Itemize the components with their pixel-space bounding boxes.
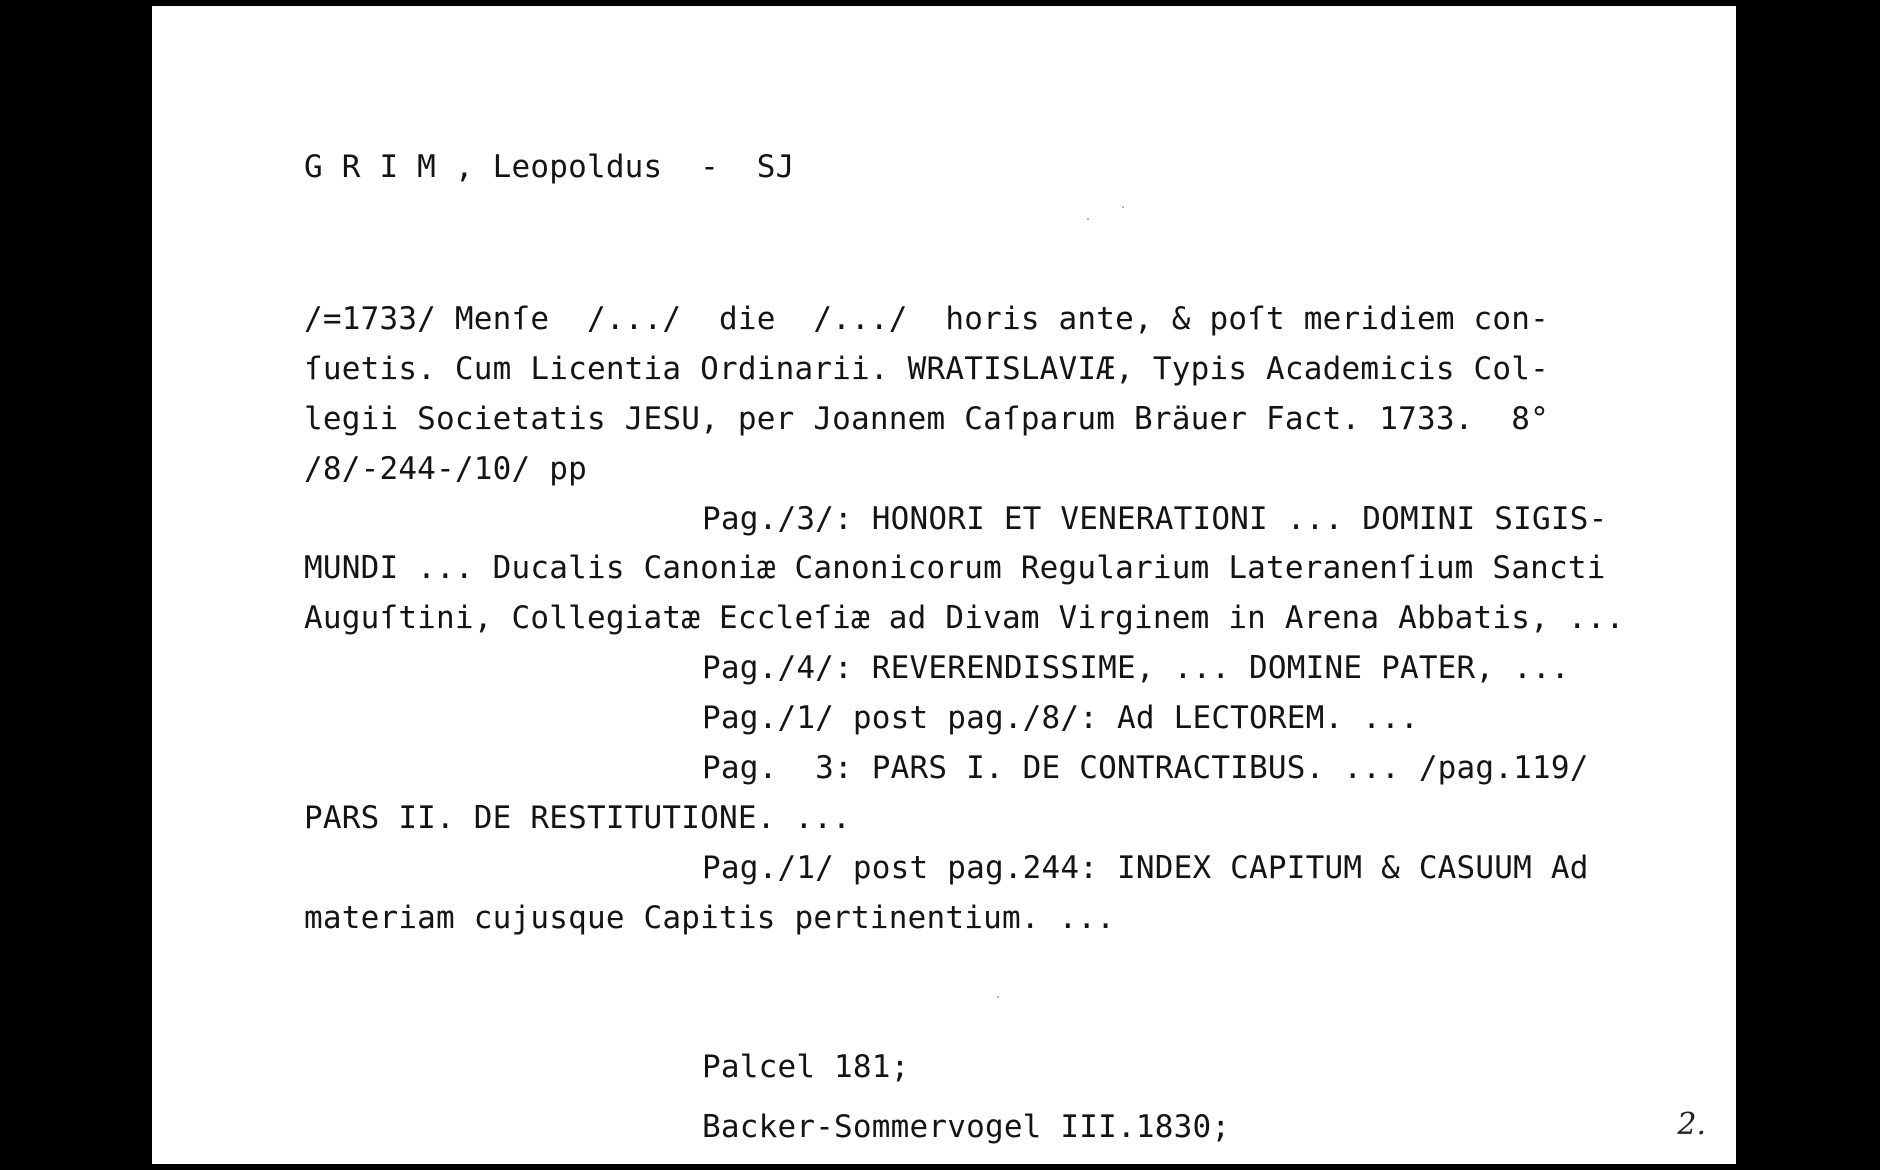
description-line-6: MUNDI ... Ducalis Canoniæ Canonicorum Regularium Lateranenſium Sancti	[304, 550, 1606, 586]
page-number: 2.	[1677, 1107, 1706, 1142]
description-line-13: materiam cujusque Capitis pertinentium. ...	[304, 900, 1116, 936]
reference-2: Backer-Sommervogel III.1830;	[702, 1109, 1231, 1145]
catalog-card	[152, 6, 1736, 1164]
description-line-1: /=1733/ Menſe /.../ die /.../ horis ante, & poſt meridiem con-	[304, 301, 1549, 337]
description-line-3: legii Societatis JESU, per Joannem Caſparum Bräuer Fact. 1733. 8°	[304, 401, 1549, 437]
description-line-10: Pag. 3: PARS I. DE CONTRACTIBUS. ... /pag.119/	[702, 750, 1589, 786]
scan-speck	[1122, 206, 1124, 208]
reference-1: Palcel 181;	[702, 1049, 910, 1085]
scan-speck	[997, 996, 999, 998]
description-line-4: /8/-244-/10/ pp	[304, 451, 587, 487]
description-line-8: Pag./4/: REVERENDISSIME, ... DOMINE PATER, ...	[702, 650, 1570, 686]
description-line-12: Pag./1/ post pag.244: INDEX CAPITUM & CASUUM Ad	[702, 850, 1589, 886]
description-line-7: Auguſtini, Collegiatæ Eccleſiæ ad Divam Virginem in Arena Abbatis, ...	[304, 600, 1625, 636]
description-line-11: PARS II. DE RESTITUTIONE. ...	[304, 800, 852, 836]
description-line-2: ſuetis. Cum Licentia Ordinarii. WRATISLAVIÆ, Typis Academicis Col-	[304, 351, 1549, 387]
scan-speck	[1087, 218, 1089, 220]
card-header: G R I M , Leopoldus - SJ	[304, 149, 795, 185]
description-line-5: Pag./3/: HONORI ET VENERATIONI ... DOMINI SIGIS-	[702, 501, 1608, 537]
description-line-9: Pag./1/ post pag./8/: Ad LECTOREM. ...	[702, 700, 1419, 736]
